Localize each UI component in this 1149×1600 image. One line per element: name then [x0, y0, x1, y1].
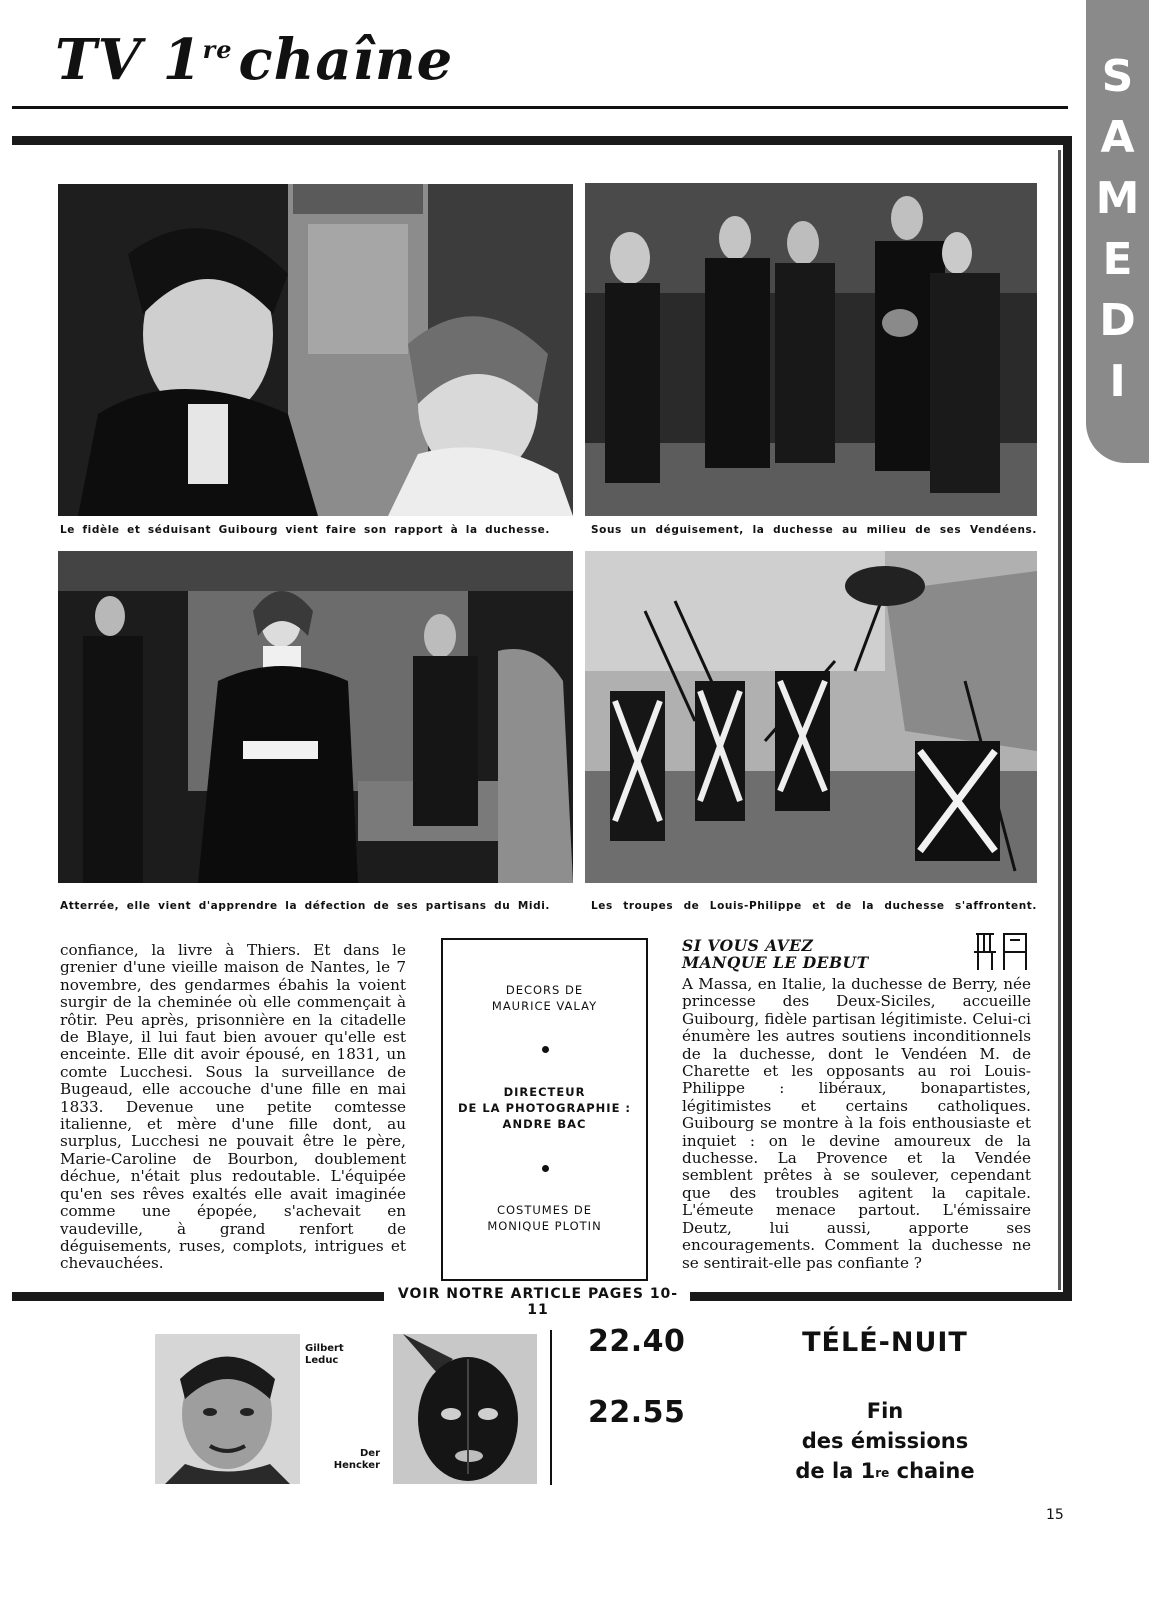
credit-separator [542, 1046, 549, 1053]
end-line-main: de la 1 [795, 1459, 876, 1483]
frame-top-border [12, 136, 1072, 145]
photo-duchess-atterree [58, 551, 573, 883]
photo-duchess-vendeens-image [585, 183, 1037, 516]
header-rule [12, 106, 1068, 109]
photo-caption: Sous un déguisement, la duchesse au milieu de ses Vendéens. [591, 524, 1037, 536]
day-tab-letter: A [1100, 112, 1135, 163]
photo-caption: Le fidèle et séduisant Guibourg vient faire son rapport à la duchesse. [60, 524, 550, 536]
day-tab [1086, 0, 1149, 463]
photo-troops-battle [585, 551, 1037, 883]
page-number: 15 [1046, 1507, 1064, 1523]
end-of-broadcast: des émissions [801, 1429, 969, 1453]
day-tab-letter: E [1102, 234, 1133, 285]
portrait-label-line: Leduc [305, 1355, 339, 1366]
program-time: 22.40 [588, 1324, 686, 1359]
day-tab-letter: D [1099, 295, 1136, 346]
page-title-rest: chaîne [238, 27, 454, 93]
photo-guibourg-duchess-image [58, 184, 573, 516]
photo-duchess-atterree-image [58, 551, 573, 883]
debut-heading-line: MANQUE LE DEBUT [682, 953, 869, 972]
day-tab-letter: S [1101, 51, 1134, 102]
photo-guibourg-duchess [58, 184, 573, 516]
photo-duchess-vendeens [585, 183, 1037, 516]
program-title: TÉLÉ-NUIT [802, 1327, 968, 1358]
credit-photo-title-2: DE LA PHOTOGRAPHIE : [457, 1101, 632, 1115]
frame-inner-line [1058, 150, 1061, 1290]
day-tab-letters [1086, 46, 1149, 412]
article-left-column: confiance, la livre à Thiers. Et dans le grenier d'une vieille maison de Nantes, le 7 novembre, des gendarmes ébahis la voient surgir de la cheminée où elle commençait à rôtir. Peu après, prisonnière en la citadelle de Blaye, il lui faut bien avouer qu'elle est enceinte. Elle dit avoir épousé, en 1831, un comte Lucchesi. Sous la surveillance de Bugeaud, elle accouche d'une fille en mai 1833. Devenue une petite comtesse italienne, et mère d'une fille dont, au surplus, Lucchesi ne pouvait être le père, Marie-Caroline de Bourbon, doublement déchue, n'était plus redoutable. L'équipée qu'en ses rêves exaltés elle avait imaginée comme une épopée, s'achevait en vaudeville, à grand renfort de déguisements, ruses, complots, intrigues et chevauchées. [60, 941, 406, 1273]
portrait-gilbert-leduc-image [155, 1334, 300, 1484]
portrait-der-hencker [393, 1334, 537, 1484]
article-right-column: A Massa, en Italie, la duchesse de Berry, née princesse des Deux-Siciles, accueille Guibourg, fidèle partisan légitimiste. Celui-ci énumère les autres soutiens inconditionnels de la duchesse, dont le Vendéen M. de Charette et les opposants au roi Louis-Philippe : libéraux, bonapartistes, légitimistes et certains catholiques. Guibourg se montre à la fois enthousiaste et inquiet : on le devine amoureux de la duchesse. La Provence et la Vendée semblent prêtes à se soulever, cependant que des troubles agitent la capitale. L'émeute menace partout. L'émissaire Deutz, lui aussi, apporte ses encouragements. Comment la duchesse ne se sentirait-elle pas confiante ? [682, 975, 1031, 1272]
portrait-label [333, 1448, 380, 1472]
see-article-note: VOIR NOTRE ARTICLE PAGES 10-11 [397, 1286, 679, 1318]
credit-costume-title: COSTUMES DE [496, 1203, 593, 1217]
portrait-label-line: Der [359, 1448, 380, 1459]
schedule-divider [550, 1330, 552, 1485]
frame-bottom-border-left [12, 1292, 384, 1301]
photo-caption: Atterrée, elle vient d'apprendre la défection de ses partisans du Midi. [60, 900, 550, 912]
credit-decor-title: DECORS DE [505, 983, 584, 997]
credit-separator [542, 1165, 549, 1172]
portrait-der-hencker-image [393, 1334, 537, 1484]
frame-right-border [1063, 136, 1072, 1296]
page-title-main: TV 1 [55, 27, 203, 93]
portrait-gilbert-leduc [155, 1334, 300, 1484]
chairs-icon [972, 932, 1028, 972]
credit-costume-name: MONIQUE PLOTIN [487, 1219, 602, 1233]
end-line-rest: chaine [889, 1459, 975, 1483]
end-of-broadcast: Fin [866, 1399, 904, 1423]
portrait-label [305, 1343, 344, 1367]
credits-box [441, 938, 648, 1281]
credit-photo-name: ANDRE BAC [502, 1117, 587, 1131]
end-line-sup: re [875, 1466, 890, 1480]
page-title [55, 27, 454, 93]
debut-heading [682, 937, 869, 971]
photo-troops-battle-image [585, 551, 1037, 883]
frame-bottom-border-right [690, 1292, 1072, 1301]
day-tab-letter: I [1109, 356, 1126, 407]
end-of-broadcast [770, 1456, 1000, 1486]
page-title-sup: re [202, 35, 233, 64]
credit-decor-name: MAURICE VALAY [491, 999, 598, 1013]
credit-photo-title: DIRECTEUR [503, 1085, 586, 1099]
debut-heading-line: SI VOUS AVEZ [682, 936, 814, 955]
portrait-label-line: Gilbert [305, 1343, 344, 1354]
day-tab-letter: M [1095, 173, 1140, 224]
program-time: 22.55 [588, 1395, 686, 1430]
photo-caption: Les troupes de Louis-Philippe et de la duchesse s'affrontent. [591, 900, 1037, 912]
portrait-label-line: Hencker [333, 1460, 380, 1471]
